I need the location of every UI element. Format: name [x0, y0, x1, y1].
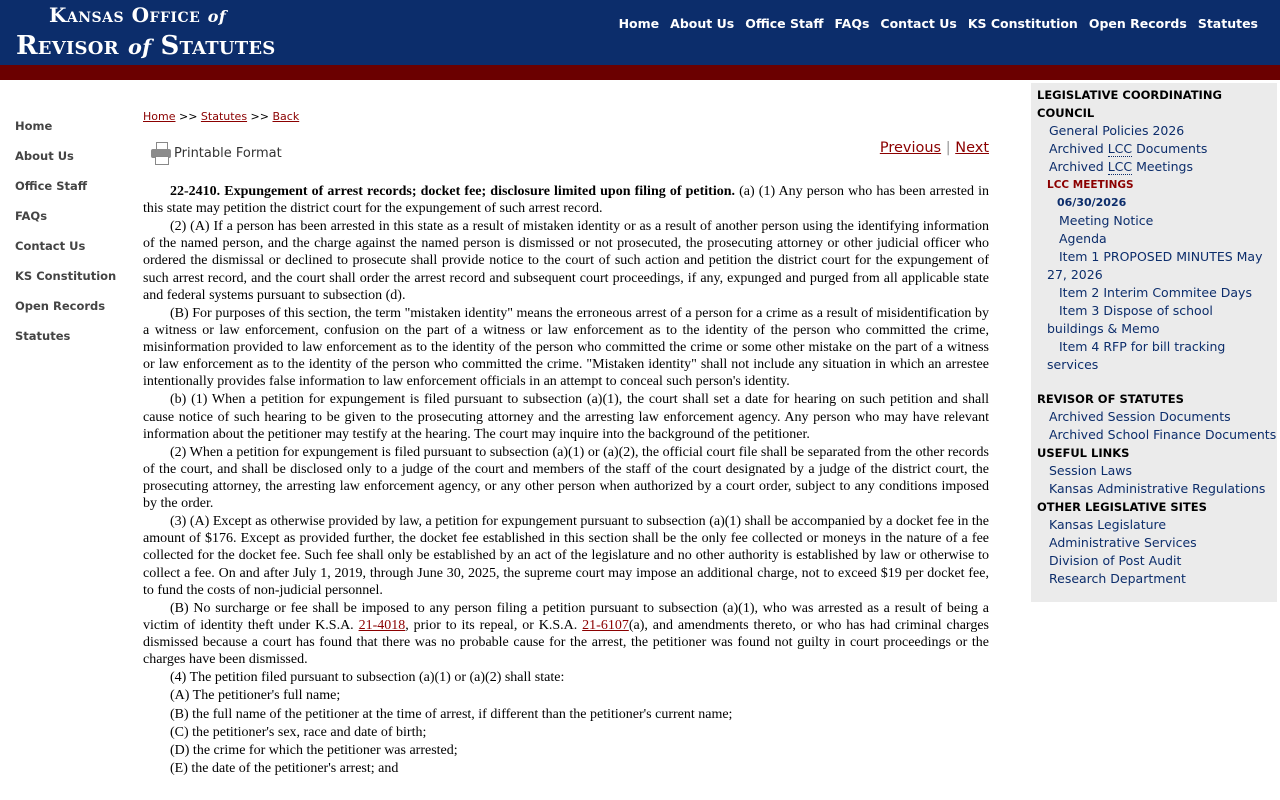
- statute-paragraph: (B) For purposes of this section, the term "mistaken identity" means the erroneous arrest of a person for a crime as a result of misidentification by a witness or law enforcement, confusion on the part of a witness or law enforcement as to the identity of the person who committed the crime, misinformation provided to law enforcement as to the identity of the person who committed the crime or some other mistake on the part of a witness or law enforcement as to the identity of the person who committed the crime. "Mistaken identity" shall not include any situation in which an arrestee intentionally provides false information to law enforcement officials in an attempt to conceal such person's identity.: [143, 305, 989, 390]
- statute-link-21-6107[interactable]: 21-6107: [582, 617, 629, 633]
- sidebar-link-general-policies[interactable]: General Policies 2026: [1049, 123, 1185, 138]
- printable-format-label: Printable Format: [174, 145, 282, 161]
- breadcrumb-separator: >>: [247, 110, 273, 123]
- sidebar-link-text: Meetings: [1132, 159, 1193, 174]
- sidebar-link-session-laws[interactable]: Session Laws: [1049, 463, 1133, 478]
- sidebar-link-agenda[interactable]: Agenda: [1059, 231, 1107, 246]
- statute-paragraph: (E) the date of the petitioner's arrest; and: [170, 761, 399, 777]
- sidebar-link-kansas-legislature[interactable]: Kansas Legislature: [1049, 517, 1167, 532]
- breadcrumb-statutes[interactable]: Statutes: [200, 110, 248, 123]
- sidebar-heading-lcc: LEGISLATIVE COORDINATING COUNCIL: [1037, 88, 1222, 120]
- left-nav-statutes[interactable]: Statutes: [15, 329, 71, 343]
- statute-paragraph: (2) (A) If a person has been arrested in this state as a result of mistaken identity or as a result of another person using the identifying information of the named person, and the charge against the named person is dismissed or not prosecuted, the prosecuting attorney or other judicial officer who ordered the dismissal or declined to prosecute shall provide notice to the court of such action and petition the district court for the expungement of such arrest record, and the court shall order the arrest record and subsequent court proceedings, if any, expunged and purged from all applicable state and federal systems pursuant to subsection (d).: [143, 219, 989, 303]
- logo-line2a: Revisor: [16, 31, 119, 61]
- left-nav-open-records[interactable]: Open Records: [15, 299, 106, 313]
- statute-paragraph: (b) (1) When a petition for expungement is filed pursuant to subsection (a)(1), the court shall set a date for hearing on such petition and shall cause notice of such hearing to be given to the prosecuting attorney and the arresting law enforcement agency. Any person who may have relevant information about the petitioner may testify at the hearing. The court may inquire into the background of the petitioner.: [143, 392, 989, 442]
- breadcrumb-separator: >>: [175, 110, 201, 123]
- sidebar-link-archived-lcc-meetings[interactable]: [1049, 159, 1193, 175]
- statute-text-span: (B) No surcharge or fee shall be imposed to any person filing a petition pursuant to subsection (a)(1), who was arrested as a result of being a victim of identity theft under K.S.A.: [143, 600, 989, 633]
- header-accent-bar: [0, 65, 1280, 80]
- statute-paragraph: (B) the full name of the petitioner at the time of arrest, if different than the petitioner's current name;: [170, 706, 733, 722]
- sidebar-subheading-lcc-meetings: LCC MEETINGS: [1047, 179, 1134, 191]
- left-nav-home[interactable]: Home: [15, 119, 53, 133]
- breadcrumb: [143, 110, 989, 123]
- left-nav: [15, 118, 135, 358]
- sidebar-heading-useful-links: USEFUL LINKS: [1037, 446, 1130, 460]
- sidebar-link-archived-school-finance[interactable]: Archived School Finance Documents: [1049, 427, 1277, 442]
- left-nav-about-us[interactable]: About Us: [15, 149, 74, 163]
- sidebar-link-kansas-admin-regulations[interactable]: Kansas Administrative Regulations: [1049, 481, 1266, 496]
- printer-icon: [151, 142, 171, 164]
- sidebar-link-text: Documents: [1132, 141, 1208, 156]
- statute-paragraph: (2) When a petition for expungement is filed pursuant to subsection (a)(1) or (a)(2), the official court file shall be separated from the other records of the court, and shall be disclosed only to a judge of the court and members of the staff of the court designated by a judge of the district court, the prosecuting attorney, the arresting law enforcement agency, or any other person when authorized by a court order, subject to any conditions imposed by the order.: [143, 444, 989, 512]
- sidebar-link-text: Archived: [1049, 141, 1108, 156]
- sidebar-heading-other-sites: OTHER LEGISLATIVE SITES: [1037, 500, 1207, 514]
- top-nav-statutes[interactable]: Statutes: [1197, 16, 1258, 31]
- top-nav-faqs[interactable]: FAQs: [834, 16, 870, 31]
- breadcrumb-back[interactable]: Back: [272, 110, 300, 123]
- statute-paragraph: (D) the crime for which the petitioner was arrested;: [170, 743, 458, 759]
- left-nav-contact-us[interactable]: Contact Us: [15, 239, 86, 253]
- abbr-lcc: LCC: [1107, 159, 1133, 174]
- sidebar-link-division-post-audit[interactable]: Division of Post Audit: [1049, 553, 1182, 568]
- main-content: [143, 110, 989, 778]
- logo-line1-of: of: [207, 7, 227, 26]
- sidebar-link-item-1[interactable]: Item 1 PROPOSED MINUTES May 27, 2026: [1047, 249, 1263, 282]
- sidebar-link-item-2[interactable]: Item 2 Interim Commitee Days: [1059, 285, 1252, 300]
- sidebar-link-research-department[interactable]: Research Department: [1049, 571, 1186, 586]
- statute-text-span: (a) (1) Any person who has been arrested in this state may petition the district court for the expungement of such arrest record.: [143, 184, 989, 217]
- printable-format-link[interactable]: [151, 142, 282, 164]
- statute-paragraph: (A) The petitioner's full name;: [170, 688, 341, 704]
- prev-next-nav: [880, 140, 989, 156]
- top-nav-contact-us[interactable]: Contact Us: [880, 16, 957, 31]
- statute-paragraph: [143, 183, 989, 217]
- sidebar-meeting-date: 06/30/2026: [1057, 196, 1127, 209]
- abbr-lcc: LCC: [1107, 141, 1133, 156]
- site-header: [0, 0, 1280, 65]
- sidebar-link-archived-session-documents[interactable]: Archived Session Documents: [1049, 409, 1231, 424]
- top-nav-ks-constitution[interactable]: KS Constitution: [967, 16, 1078, 31]
- sidebar-link-administrative-services[interactable]: Administrative Services: [1049, 535, 1197, 550]
- next-link[interactable]: Next: [955, 140, 989, 156]
- statute-text: [143, 183, 989, 777]
- statute-paragraph: (C) the petitioner's sex, race and date of birth;: [170, 724, 427, 740]
- statute-heading: 22-2410. Expungement of arrest records; docket fee; disclosure limited upon filing of petition.: [170, 184, 736, 199]
- statute-paragraph: (4) The petition filed pursuant to subsection (a)(1) or (a)(2) shall state:: [170, 670, 565, 686]
- top-nav-home[interactable]: Home: [618, 16, 660, 31]
- statute-text-span: (a), and amendments thereto, or who has had criminal charges dismissed because a court has found that there was no probable cause for the arrest, the petitioner was found not guilty in court proceedings or the charges have been dismissed.: [143, 617, 989, 668]
- statute-link-21-4018[interactable]: 21-4018: [358, 617, 406, 633]
- prev-next-separator: |: [941, 140, 956, 156]
- logo-line2-of: of: [128, 34, 152, 59]
- sidebar-link-meeting-notice[interactable]: Meeting Notice: [1059, 213, 1154, 228]
- left-nav-ks-constitution[interactable]: KS Constitution: [15, 269, 117, 283]
- sidebar-heading-revisor: REVISOR OF STATUTES: [1037, 392, 1184, 406]
- sidebar-link-text: Archived: [1049, 159, 1108, 174]
- print-row: [143, 142, 989, 186]
- sidebar-link-item-4[interactable]: Item 4 RFP for bill tracking services: [1047, 339, 1226, 372]
- statute-text-span: , prior to its repeal, or K.S.A.: [405, 617, 583, 633]
- top-nav: [608, 16, 1258, 31]
- sidebar-link-archived-lcc-documents[interactable]: [1049, 141, 1207, 157]
- left-nav-faqs[interactable]: FAQs: [15, 209, 48, 223]
- statute-paragraph: (3) (A) Except as otherwise provided by law, a petition for expungement pursuant to subsection (a)(1) shall be accompanied by a docket fee in the amount of $176. Except as provided further, the docket fee established in this section shall be the only fee collected or moneys in the nature of a fee collected for the docket fee. Such fee shall only be established by an act of the legislature and no other authority is established by law or otherwise to collect a fee. On and after July 1, 2019, through June 30, 2025, the supreme court may impose an additional charge, not to exceed $19 per docket fee, to fund the costs of non-judicial personnel.: [143, 514, 989, 598]
- statute-paragraph: [143, 600, 989, 668]
- right-sidebar: [1031, 83, 1277, 602]
- top-nav-about-us[interactable]: About Us: [670, 16, 735, 31]
- left-nav-office-staff[interactable]: Office Staff: [15, 179, 88, 193]
- logo-line2b: Statutes: [160, 31, 276, 61]
- logo-line1: Kansas Office: [49, 3, 201, 27]
- breadcrumb-home[interactable]: Home: [143, 110, 176, 123]
- previous-link[interactable]: Previous: [879, 140, 942, 156]
- top-nav-open-records[interactable]: Open Records: [1088, 16, 1187, 31]
- top-nav-office-staff[interactable]: Office Staff: [745, 16, 824, 31]
- sidebar-link-item-3[interactable]: Item 3 Dispose of school buildings & Memo: [1047, 303, 1213, 336]
